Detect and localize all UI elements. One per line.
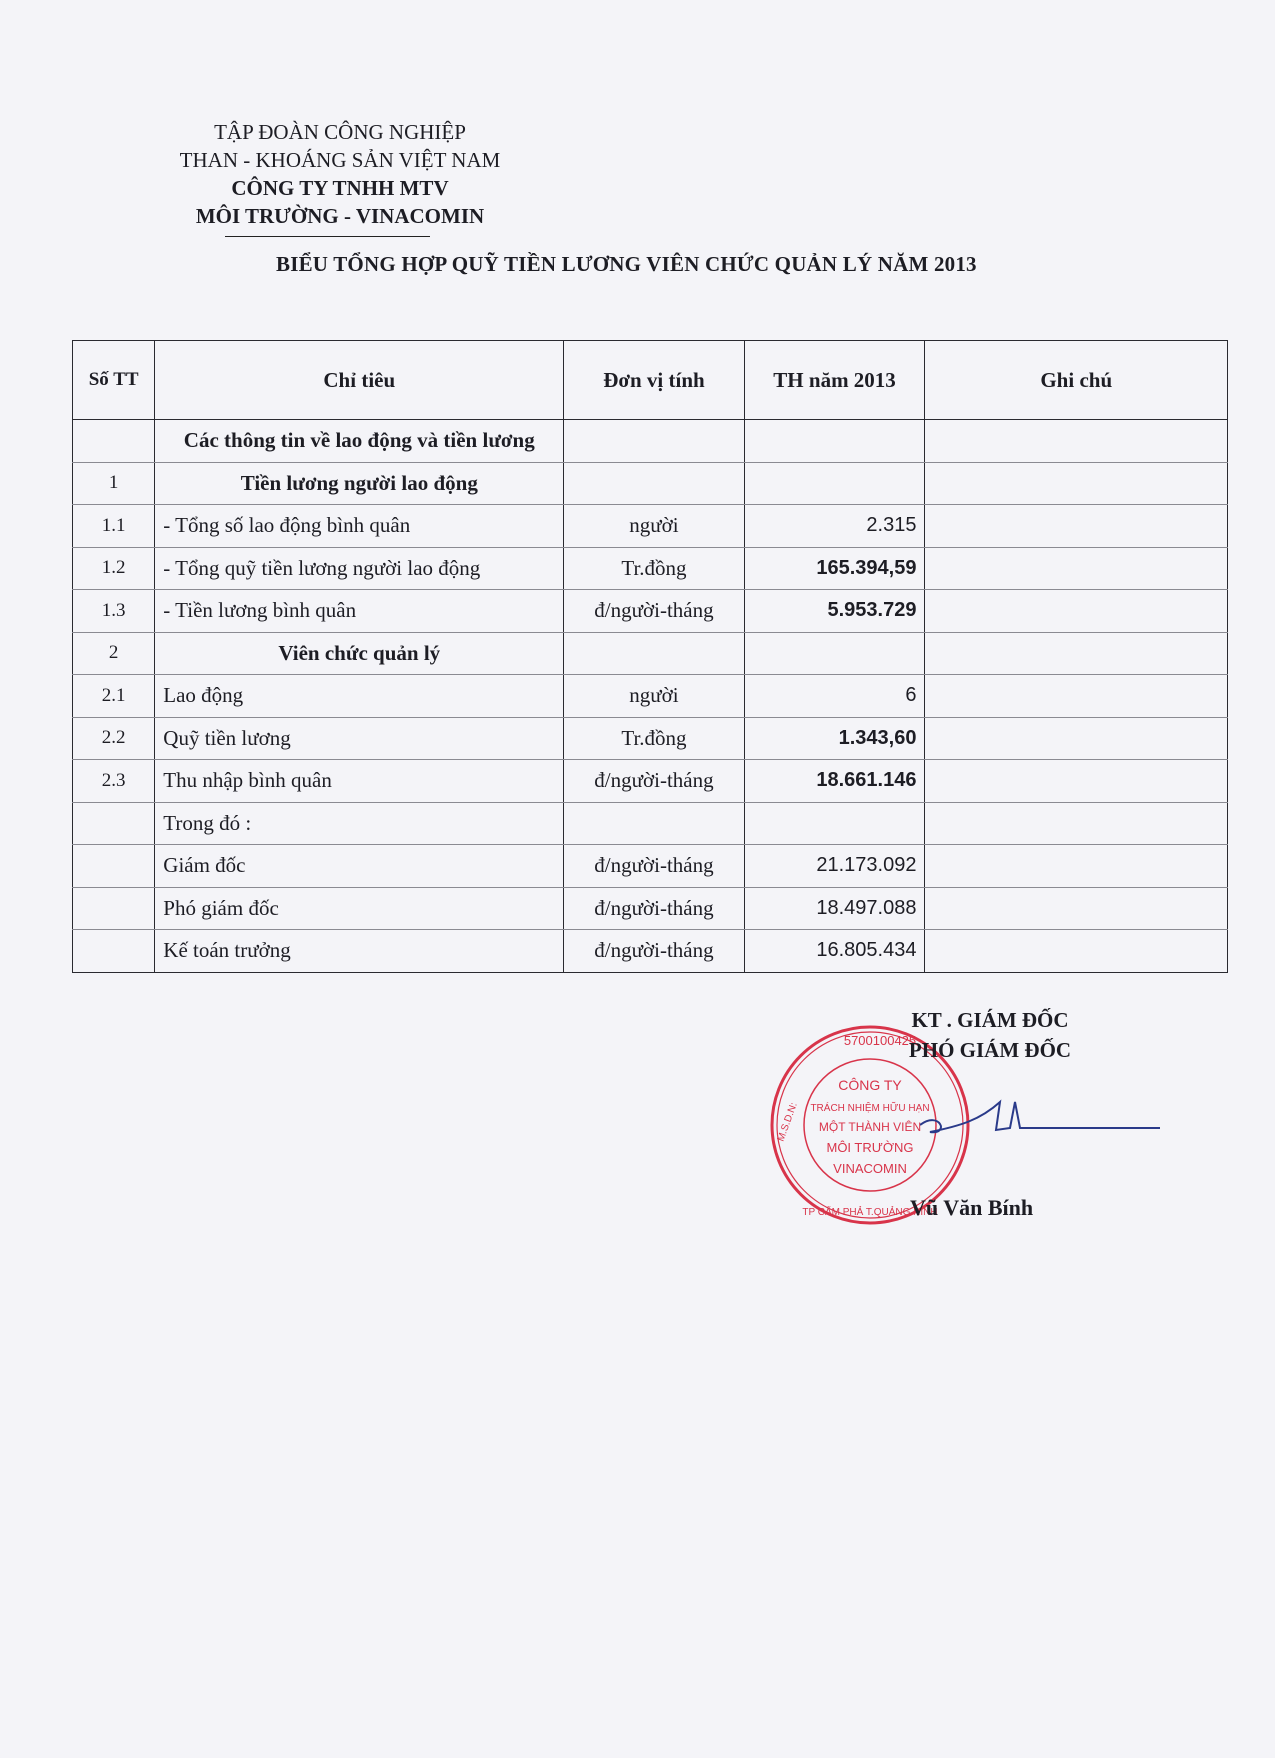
row-stt: 2 (73, 632, 155, 675)
row-value: 1.343,60 (744, 717, 925, 760)
header-underline (225, 236, 430, 237)
stamp-line2: TRÁCH NHIỆM HỮU HẠN (810, 1103, 930, 1114)
row-indicator: Lao động (155, 675, 564, 718)
stamp-city: TP CẨM PHẢ T.QUẢNG NINH (802, 1207, 938, 1218)
table-row (73, 845, 1228, 888)
header-stt: Số TT (73, 341, 155, 420)
organization-header (150, 118, 530, 230)
row-note (925, 675, 1228, 718)
row-value: 16.805.434 (744, 930, 925, 973)
row-stt: 2.2 (73, 717, 155, 760)
row-stt (73, 802, 155, 845)
row-unit: người (564, 675, 744, 718)
stamp-line4: MÔI TRƯỜNG (826, 1140, 914, 1155)
row-stt: 1.2 (73, 547, 155, 590)
row-stt: 1.3 (73, 590, 155, 633)
row-stt: 2.1 (73, 675, 155, 718)
row-indicator: - Tổng quỹ tiền lương người lao động (155, 547, 564, 590)
header-indicator: Chỉ tiêu (155, 341, 564, 420)
row-note (925, 547, 1228, 590)
table-row (73, 505, 1228, 548)
row-indicator: Viên chức quản lý (155, 632, 564, 675)
handwritten-signature (920, 1090, 1160, 1150)
table-row (73, 547, 1228, 590)
row-unit (564, 802, 744, 845)
row-indicator: Trong đó : (155, 802, 564, 845)
row-value (744, 462, 925, 505)
row-note (925, 420, 1228, 463)
stamp-line3: MỘT THÀNH VIÊN (818, 1120, 922, 1134)
row-note (925, 845, 1228, 888)
row-unit: đ/người-tháng (564, 760, 744, 803)
row-indicator: Tiền lương người lao động (155, 462, 564, 505)
row-stt: 1 (73, 462, 155, 505)
row-unit (564, 632, 744, 675)
row-unit: Tr.đồng (564, 717, 744, 760)
company-line1: CÔNG TY TNHH MTV (231, 176, 449, 200)
row-value: 6 (744, 675, 925, 718)
parent-org-line2: THAN - KHOÁNG SẢN VIỆT NAM (179, 148, 501, 172)
row-note (925, 887, 1228, 930)
row-unit: đ/người-tháng (564, 887, 744, 930)
stamp-code: 5700100425 (843, 1033, 917, 1048)
header-unit: Đơn vị tính (564, 341, 744, 420)
row-stt: 1.1 (73, 505, 155, 548)
table-row (73, 760, 1228, 803)
row-indicator: Quỹ tiền lương (155, 717, 564, 760)
row-unit (564, 420, 744, 463)
row-unit: đ/người-tháng (564, 930, 744, 973)
row-unit (564, 462, 744, 505)
row-stt (73, 887, 155, 930)
row-indicator: - Tổng số lao động bình quân (155, 505, 564, 548)
table-row (73, 632, 1228, 675)
row-value (744, 632, 925, 675)
row-value (744, 420, 925, 463)
signature-block (880, 1005, 1100, 1065)
parent-org-line1: TẬP ĐOÀN CÔNG NGHIỆP (214, 120, 466, 144)
table-row (73, 420, 1228, 463)
row-stt (73, 845, 155, 888)
row-indicator: Giám đốc (155, 845, 564, 888)
row-note (925, 802, 1228, 845)
table-row (73, 930, 1228, 973)
row-unit: đ/người-tháng (564, 845, 744, 888)
row-value: 165.394,59 (744, 547, 925, 590)
table-row (73, 802, 1228, 845)
row-indicator: Thu nhập bình quân (155, 760, 564, 803)
header-value: TH năm 2013 (744, 341, 925, 420)
row-indicator: - Tiền lương bình quân (155, 590, 564, 633)
row-unit: đ/người-tháng (564, 590, 744, 633)
row-value: 18.497.088 (744, 887, 925, 930)
stamp-line5: VINACOMIN (833, 1161, 907, 1176)
row-value: 21.173.092 (744, 845, 925, 888)
document-title: BIỂU TỔNG HỢP QUỸ TIỀN LƯƠNG VIÊN CHỨC QUẢN LÝ NĂM 2013 (276, 252, 977, 276)
table-row (73, 717, 1228, 760)
table-row (73, 675, 1228, 718)
table-header-row (73, 341, 1228, 420)
row-stt (73, 930, 155, 973)
stamp-ring: M.S.D.N: (775, 1101, 800, 1144)
row-value (744, 802, 925, 845)
row-indicator: Phó giám đốc (155, 887, 564, 930)
signer-name: Vũ Văn Bính (910, 1195, 1034, 1220)
row-stt (73, 420, 155, 463)
row-indicator: Các thông tin về lao động và tiền lương (155, 420, 564, 463)
table-row (73, 590, 1228, 633)
table-row (73, 462, 1228, 505)
row-note (925, 930, 1228, 973)
sign-title-line2: PHÓ GIÁM ĐỐC (908, 1038, 1072, 1062)
row-indicator: Kế toán trưởng (155, 930, 564, 973)
company-line2: MÔI TRƯỜNG - VINACOMIN (195, 204, 485, 228)
table-row (73, 887, 1228, 930)
row-note (925, 632, 1228, 675)
row-note (925, 760, 1228, 803)
row-note (925, 590, 1228, 633)
stamp-line1: CÔNG TY (838, 1077, 902, 1093)
row-value: 2.315 (744, 505, 925, 548)
row-value: 18.661.146 (744, 760, 925, 803)
sign-title-line1: KT . GIÁM ĐỐC (911, 1008, 1069, 1032)
row-value: 5.953.729 (744, 590, 925, 633)
row-unit: Tr.đồng (564, 547, 744, 590)
row-note (925, 717, 1228, 760)
salary-summary-table (72, 340, 1228, 973)
header-note: Ghi chú (925, 341, 1228, 420)
row-note (925, 462, 1228, 505)
row-note (925, 505, 1228, 548)
row-unit: người (564, 505, 744, 548)
row-stt: 2.3 (73, 760, 155, 803)
